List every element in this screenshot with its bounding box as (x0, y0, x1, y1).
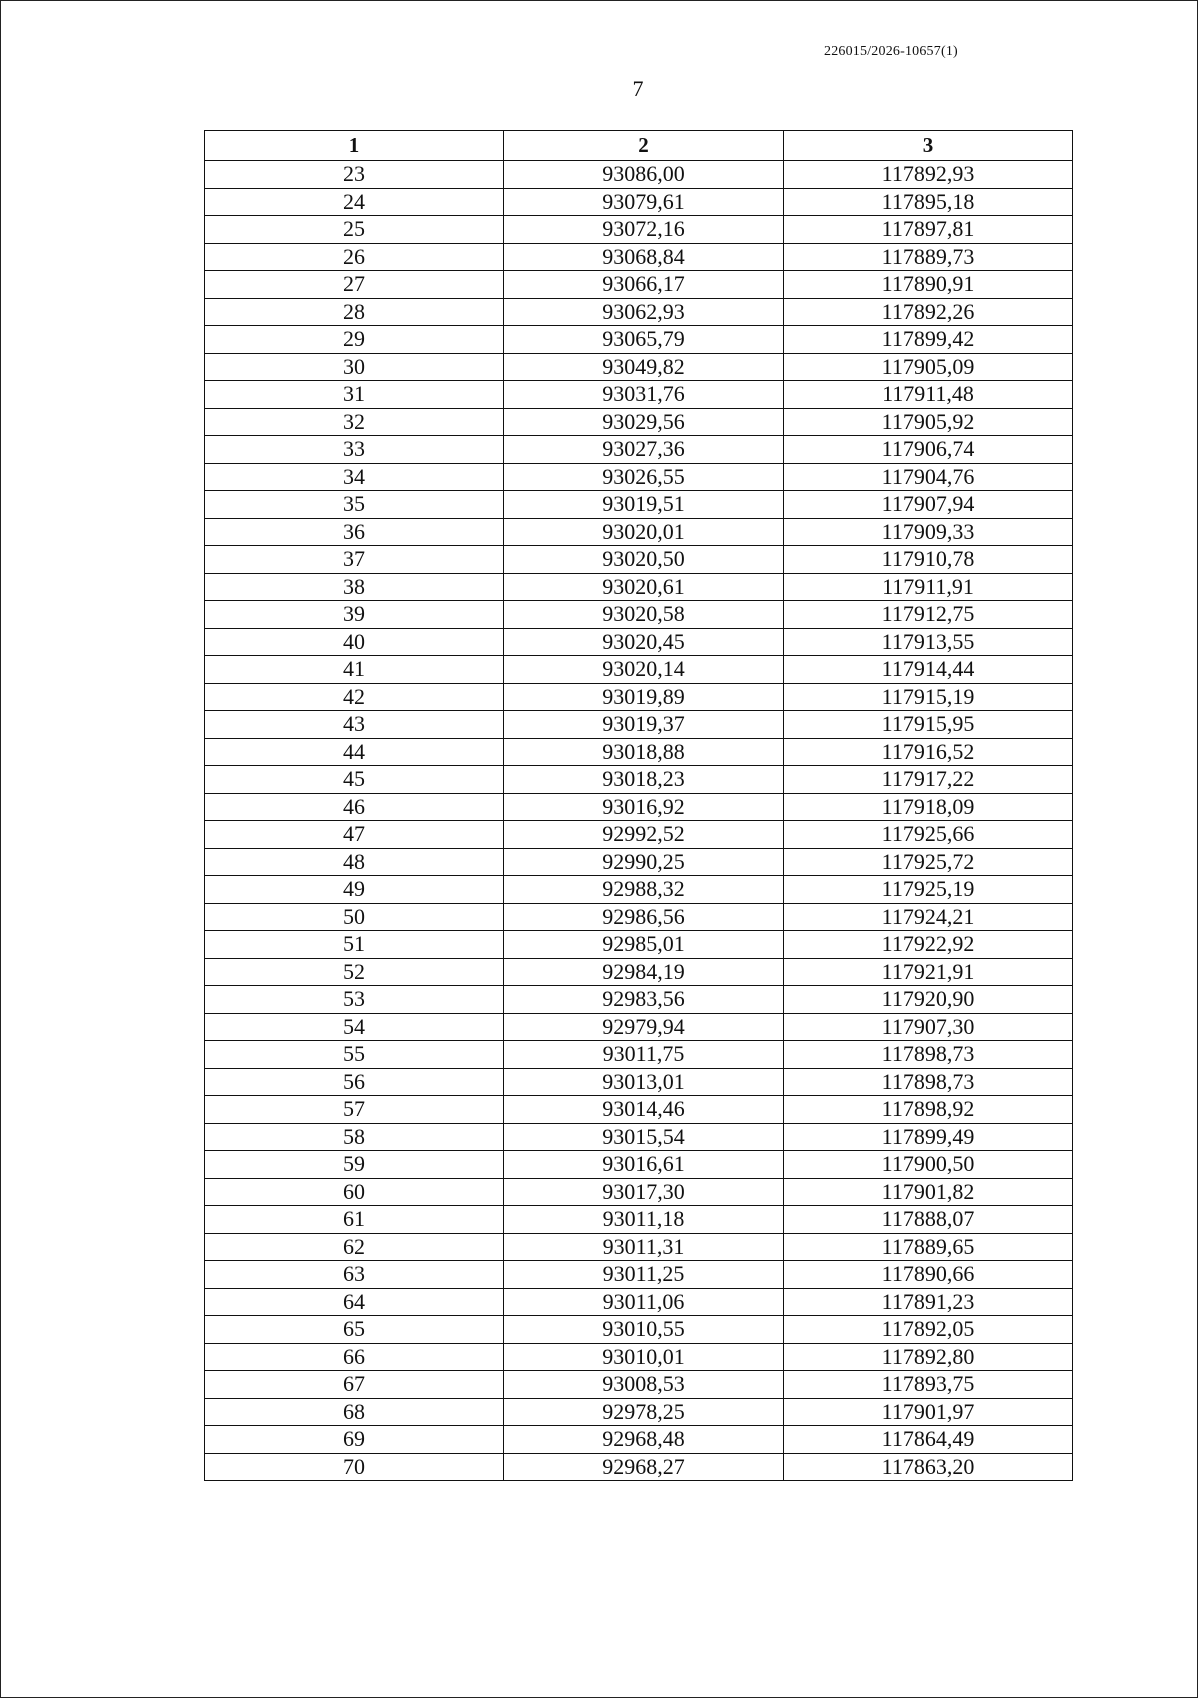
y-coordinate-cell: 117892,93 (784, 161, 1073, 189)
y-coordinate-cell: 117892,26 (784, 298, 1073, 326)
y-coordinate-cell: 117921,91 (784, 958, 1073, 986)
y-coordinate-cell: 117917,22 (784, 766, 1073, 794)
x-coordinate-cell: 93010,01 (504, 1343, 784, 1371)
y-coordinate-cell: 117863,20 (784, 1453, 1073, 1481)
x-coordinate-cell: 93018,23 (504, 766, 784, 794)
x-coordinate-cell: 92979,94 (504, 1013, 784, 1041)
y-coordinate-cell: 117890,66 (784, 1261, 1073, 1289)
x-coordinate-cell: 93086,00 (504, 161, 784, 189)
x-coordinate-cell: 93019,89 (504, 683, 784, 711)
point-number-cell: 58 (205, 1123, 504, 1151)
y-coordinate-cell: 117915,95 (784, 711, 1073, 739)
point-number-cell: 69 (205, 1426, 504, 1454)
point-number-cell: 29 (205, 326, 504, 354)
x-coordinate-cell: 93019,37 (504, 711, 784, 739)
point-number-cell: 26 (205, 243, 504, 271)
table-header-row (205, 131, 1073, 161)
y-coordinate-cell: 117889,65 (784, 1233, 1073, 1261)
y-coordinate-cell: 117907,94 (784, 491, 1073, 519)
table-row (205, 876, 1073, 904)
point-number-cell: 28 (205, 298, 504, 326)
y-coordinate-cell: 117888,07 (784, 1206, 1073, 1234)
point-number-cell: 27 (205, 271, 504, 299)
table-row (205, 1013, 1073, 1041)
x-coordinate-cell: 92983,56 (504, 986, 784, 1014)
point-number-cell: 40 (205, 628, 504, 656)
x-coordinate-cell: 92988,32 (504, 876, 784, 904)
point-number-cell: 59 (205, 1151, 504, 1179)
table-row (205, 1343, 1073, 1371)
x-coordinate-cell: 93020,45 (504, 628, 784, 656)
x-coordinate-cell: 93079,61 (504, 188, 784, 216)
table-row (205, 656, 1073, 684)
x-coordinate-cell: 93031,76 (504, 381, 784, 409)
page-number: 7 (632, 76, 644, 101)
point-number-cell: 45 (205, 766, 504, 794)
point-number-cell: 68 (205, 1398, 504, 1426)
point-number-cell: 50 (205, 903, 504, 931)
point-number-cell: 70 (205, 1453, 504, 1481)
y-coordinate-cell: 117893,75 (784, 1371, 1073, 1399)
y-coordinate-cell: 117898,92 (784, 1096, 1073, 1124)
table-row (205, 848, 1073, 876)
point-number-cell: 65 (205, 1316, 504, 1344)
table-row (205, 1123, 1073, 1151)
point-number-cell: 57 (205, 1096, 504, 1124)
y-coordinate-cell: 117890,91 (784, 271, 1073, 299)
x-coordinate-cell: 93011,31 (504, 1233, 784, 1261)
y-coordinate-cell: 117906,74 (784, 436, 1073, 464)
table-row (205, 1261, 1073, 1289)
y-coordinate-cell: 117904,76 (784, 463, 1073, 491)
point-number-cell: 52 (205, 958, 504, 986)
x-coordinate-cell: 93020,58 (504, 601, 784, 629)
point-number-cell: 62 (205, 1233, 504, 1261)
point-number-cell: 31 (205, 381, 504, 409)
point-number-cell: 61 (205, 1206, 504, 1234)
y-coordinate-cell: 117900,50 (784, 1151, 1073, 1179)
y-coordinate-cell: 117909,33 (784, 518, 1073, 546)
point-number-cell: 67 (205, 1371, 504, 1399)
x-coordinate-cell: 93049,82 (504, 353, 784, 381)
x-coordinate-cell: 93013,01 (504, 1068, 784, 1096)
point-number-cell: 24 (205, 188, 504, 216)
point-number-cell: 42 (205, 683, 504, 711)
y-coordinate-cell: 117905,09 (784, 353, 1073, 381)
x-coordinate-cell: 93011,18 (504, 1206, 784, 1234)
point-number-cell: 66 (205, 1343, 504, 1371)
table-row (205, 1096, 1073, 1124)
table-row (205, 518, 1073, 546)
table-row (205, 243, 1073, 271)
point-number-cell: 33 (205, 436, 504, 464)
table-row (205, 353, 1073, 381)
table-row (205, 766, 1073, 794)
y-coordinate-cell: 117891,23 (784, 1288, 1073, 1316)
point-number-cell: 37 (205, 546, 504, 574)
x-coordinate-cell: 92968,27 (504, 1453, 784, 1481)
table-row (205, 1178, 1073, 1206)
y-coordinate-cell: 117898,73 (784, 1041, 1073, 1069)
x-coordinate-cell: 93020,14 (504, 656, 784, 684)
x-coordinate-cell: 93017,30 (504, 1178, 784, 1206)
y-coordinate-cell: 117918,09 (784, 793, 1073, 821)
point-number-cell: 38 (205, 573, 504, 601)
point-number-cell: 39 (205, 601, 504, 629)
column-header-1: 1 (205, 131, 504, 161)
y-coordinate-cell: 117911,91 (784, 573, 1073, 601)
y-coordinate-cell: 117892,05 (784, 1316, 1073, 1344)
table-row (205, 1041, 1073, 1069)
table-row (205, 793, 1073, 821)
y-coordinate-cell: 117864,49 (784, 1426, 1073, 1454)
point-number-cell: 46 (205, 793, 504, 821)
y-coordinate-cell: 117925,66 (784, 821, 1073, 849)
x-coordinate-cell: 93072,16 (504, 216, 784, 244)
y-coordinate-cell: 117901,82 (784, 1178, 1073, 1206)
y-coordinate-cell: 117913,55 (784, 628, 1073, 656)
table-row (205, 986, 1073, 1014)
table-row (205, 1453, 1073, 1481)
x-coordinate-cell: 93020,50 (504, 546, 784, 574)
y-coordinate-cell: 117910,78 (784, 546, 1073, 574)
x-coordinate-cell: 93066,17 (504, 271, 784, 299)
y-coordinate-cell: 117901,97 (784, 1398, 1073, 1426)
x-coordinate-cell: 93019,51 (504, 491, 784, 519)
table-row (205, 298, 1073, 326)
point-number-cell: 49 (205, 876, 504, 904)
table-body (205, 161, 1073, 1481)
x-coordinate-cell: 93010,55 (504, 1316, 784, 1344)
coordinates-table (204, 130, 1073, 1481)
point-number-cell: 56 (205, 1068, 504, 1096)
y-coordinate-cell: 117898,73 (784, 1068, 1073, 1096)
table-row (205, 1206, 1073, 1234)
point-number-cell: 32 (205, 408, 504, 436)
point-number-cell: 48 (205, 848, 504, 876)
table-row (205, 161, 1073, 189)
table-row (205, 463, 1073, 491)
x-coordinate-cell: 92968,48 (504, 1426, 784, 1454)
table-row (205, 903, 1073, 931)
table-row (205, 436, 1073, 464)
y-coordinate-cell: 117916,52 (784, 738, 1073, 766)
x-coordinate-cell: 93011,06 (504, 1288, 784, 1316)
x-coordinate-cell: 93020,01 (504, 518, 784, 546)
x-coordinate-cell: 92978,25 (504, 1398, 784, 1426)
x-coordinate-cell: 93011,25 (504, 1261, 784, 1289)
y-coordinate-cell: 117899,42 (784, 326, 1073, 354)
y-coordinate-cell: 117925,72 (784, 848, 1073, 876)
x-coordinate-cell: 93016,92 (504, 793, 784, 821)
table-row (205, 601, 1073, 629)
point-number-cell: 36 (205, 518, 504, 546)
y-coordinate-cell: 117920,90 (784, 986, 1073, 1014)
y-coordinate-cell: 117889,73 (784, 243, 1073, 271)
table-row (205, 1233, 1073, 1261)
table-row (205, 1068, 1073, 1096)
table-row (205, 408, 1073, 436)
y-coordinate-cell: 117895,18 (784, 188, 1073, 216)
x-coordinate-cell: 93014,46 (504, 1096, 784, 1124)
y-coordinate-cell: 117905,92 (784, 408, 1073, 436)
x-coordinate-cell: 93016,61 (504, 1151, 784, 1179)
table-row (205, 1151, 1073, 1179)
table-row (205, 1371, 1073, 1399)
y-coordinate-cell: 117907,30 (784, 1013, 1073, 1041)
x-coordinate-cell: 93015,54 (504, 1123, 784, 1151)
point-number-cell: 64 (205, 1288, 504, 1316)
point-number-cell: 23 (205, 161, 504, 189)
y-coordinate-cell: 117897,81 (784, 216, 1073, 244)
x-coordinate-cell: 93068,84 (504, 243, 784, 271)
table-row (205, 573, 1073, 601)
table-row (205, 188, 1073, 216)
y-coordinate-cell: 117914,44 (784, 656, 1073, 684)
y-coordinate-cell: 117892,80 (784, 1343, 1073, 1371)
table-row (205, 821, 1073, 849)
y-coordinate-cell: 117912,75 (784, 601, 1073, 629)
table-row (205, 1398, 1073, 1426)
table-row (205, 491, 1073, 519)
y-coordinate-cell: 117922,92 (784, 931, 1073, 959)
point-number-cell: 30 (205, 353, 504, 381)
point-number-cell: 54 (205, 1013, 504, 1041)
column-header-2: 2 (504, 131, 784, 161)
x-coordinate-cell: 92986,56 (504, 903, 784, 931)
table-row (205, 326, 1073, 354)
y-coordinate-cell: 117899,49 (784, 1123, 1073, 1151)
x-coordinate-cell: 93018,88 (504, 738, 784, 766)
table-row (205, 1426, 1073, 1454)
x-coordinate-cell: 93026,55 (504, 463, 784, 491)
table-row (205, 628, 1073, 656)
x-coordinate-cell: 93029,56 (504, 408, 784, 436)
x-coordinate-cell: 92984,19 (504, 958, 784, 986)
table-row (205, 546, 1073, 574)
column-header-3: 3 (784, 131, 1073, 161)
table-row (205, 738, 1073, 766)
point-number-cell: 43 (205, 711, 504, 739)
point-number-cell: 47 (205, 821, 504, 849)
y-coordinate-cell: 117924,21 (784, 903, 1073, 931)
point-number-cell: 41 (205, 656, 504, 684)
x-coordinate-cell: 92992,52 (504, 821, 784, 849)
y-coordinate-cell: 117911,48 (784, 381, 1073, 409)
table-row (205, 381, 1073, 409)
point-number-cell: 44 (205, 738, 504, 766)
point-number-cell: 25 (205, 216, 504, 244)
table-row (205, 931, 1073, 959)
x-coordinate-cell: 93062,93 (504, 298, 784, 326)
point-number-cell: 34 (205, 463, 504, 491)
x-coordinate-cell: 92985,01 (504, 931, 784, 959)
table-row (205, 271, 1073, 299)
table-row (205, 711, 1073, 739)
x-coordinate-cell: 93008,53 (504, 1371, 784, 1399)
table-row (205, 216, 1073, 244)
point-number-cell: 51 (205, 931, 504, 959)
x-coordinate-cell: 93027,36 (504, 436, 784, 464)
x-coordinate-cell: 93011,75 (504, 1041, 784, 1069)
point-number-cell: 63 (205, 1261, 504, 1289)
y-coordinate-cell: 117915,19 (784, 683, 1073, 711)
point-number-cell: 53 (205, 986, 504, 1014)
x-coordinate-cell: 93065,79 (504, 326, 784, 354)
point-number-cell: 35 (205, 491, 504, 519)
table-row (205, 958, 1073, 986)
x-coordinate-cell: 92990,25 (504, 848, 784, 876)
table-row (205, 1288, 1073, 1316)
point-number-cell: 60 (205, 1178, 504, 1206)
point-number-cell: 55 (205, 1041, 504, 1069)
y-coordinate-cell: 117925,19 (784, 876, 1073, 904)
x-coordinate-cell: 93020,61 (504, 573, 784, 601)
document-id: 226015/2026-10657(1) (824, 44, 958, 59)
table-row (205, 1316, 1073, 1344)
table-row (205, 683, 1073, 711)
